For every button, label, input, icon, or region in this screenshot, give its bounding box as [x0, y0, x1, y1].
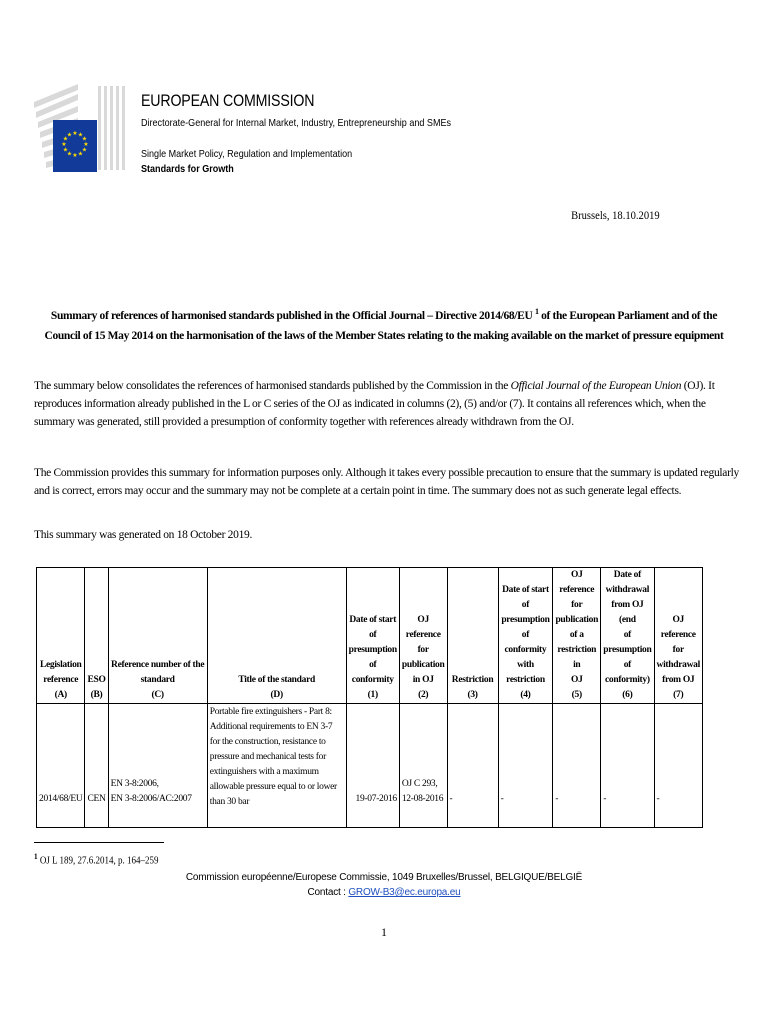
subunit-name: Standards for Growth	[141, 163, 234, 175]
col-reference-number: Reference number of the standard (C)	[108, 568, 207, 704]
contact-label: Contact :	[307, 887, 346, 898]
cell-date-withdrawal: -	[601, 704, 654, 828]
footer-contact	[0, 887, 768, 898]
document-date: Brussels, 18.10.2019	[571, 208, 660, 222]
col-date-start: Date of start of presumption of conformity (1)	[346, 568, 399, 704]
footnote-number: 1	[34, 852, 38, 861]
col-date-restriction: Date of start of presumption of conformity with restriction (4)	[498, 568, 553, 704]
eu-stars-icon	[53, 120, 97, 172]
footer-address: Commission européenne/Europese Commissie, 1049 Bruxelles/Brussel, BELGIQUE/BELGIË	[185, 872, 583, 883]
svg-text:★: ★	[72, 130, 78, 137]
eu-flag	[53, 120, 97, 172]
cell-oj-withdrawal: -	[654, 704, 703, 828]
org-name: EUROPEAN COMMISSION	[141, 92, 315, 110]
svg-text:★: ★	[77, 150, 84, 158]
col-title: Title of the standard (D)	[207, 568, 346, 704]
cell-reference: EN 3-8:2006, EN 3-8:2006/AC:2007	[108, 704, 207, 828]
footnote-divider	[34, 842, 164, 843]
col-legislation: Legislation reference (A)	[37, 568, 85, 704]
svg-text:★: ★	[77, 131, 84, 139]
table-row	[37, 704, 703, 828]
cell-date-start: 19-07-2016	[346, 704, 399, 828]
svg-text:★: ★	[66, 131, 73, 139]
intro-paragraph-2: The Commission provides this summary for information purposes only. Although it takes every possible precaution to ensure that the summary is updated regularly and is correct, errors may occur and the summary may not be complete at a certain point in time. The summary does not as such generate legal effects.	[34, 467, 739, 497]
col-oj-restriction: OJ reference for publication of a restriction in OJ (5)	[553, 568, 601, 704]
col-oj-withdrawal: OJ reference for withdrawal from OJ (7)	[654, 568, 703, 704]
title-part-1: Summary of references of harmonised standards published in the Official Journal – Directive 2014/68/EU	[50, 309, 533, 322]
svg-text:★: ★	[61, 141, 67, 148]
cell-oj-restriction: -	[553, 704, 601, 828]
cell-eso: CEN	[85, 704, 108, 828]
intro-paragraph-3: This summary was generated on 18 October 2019.	[34, 529, 253, 541]
cell-legislation: 2014/68/EU	[37, 704, 85, 828]
svg-text:★: ★	[72, 152, 78, 159]
table-header-row	[37, 568, 703, 704]
svg-text:★: ★	[62, 135, 69, 143]
contact-email-link[interactable]: GROW-B3@ec.europa.eu	[348, 887, 461, 898]
footnote-text: OJ L 189, 27.6.2014, p. 164–259	[39, 855, 159, 867]
intro-p1-start: The summary below consolidates the references of harmonised standards published by the Commission in the	[34, 380, 509, 392]
directorate-general: Directorate-General for Internal Market, Industry, Entrepreneurship and SMEs	[141, 117, 452, 129]
intro-p1-end: (OJ). It reproduces information already published in the L or C series of the OJ as indicated in columns (2), (5) and/or (7). It contains all references which, when the summary was generated, still provided a presumption of conformity together with references already withdrawn from the OJ.	[34, 380, 715, 428]
svg-text:★: ★	[81, 135, 88, 143]
cell-date-restriction: -	[498, 704, 553, 828]
col-date-withdrawal: Date of withdrawal from OJ (end of presumption of conformity) (6)	[601, 568, 654, 704]
journal-name: Official Journal of the European Union	[510, 380, 682, 392]
cell-oj-reference: OJ C 293, 12-08-2016	[399, 704, 447, 828]
title-part-2: of the European Parliament and of the Council of 15 May 2014 on the harmonisation of the laws of the Member States relating to the making available on the market of pressure equipment	[44, 309, 724, 342]
footnote-ref[interactable]: 1	[534, 307, 539, 316]
col-restriction: Restriction (3)	[447, 568, 498, 704]
col-oj-reference: OJ reference for publication in OJ (2)	[399, 568, 447, 704]
document-title	[34, 302, 734, 346]
unit-name: Single Market Policy, Regulation and Implementation	[141, 148, 353, 160]
footnote	[34, 852, 159, 866]
standards-table	[36, 567, 703, 828]
svg-text:★: ★	[66, 150, 73, 158]
svg-text:★: ★	[62, 146, 69, 154]
intro-paragraph-1	[34, 377, 739, 431]
cell-restriction: -	[447, 704, 498, 828]
svg-text:★: ★	[83, 141, 89, 148]
cell-title: Portable fire extinguishers - Part 8: Additional requirements to EN 3-7 for the construction, resistance to pressure and mechanical tests for extinguishers with a maximum allowable pressure equal to or lower than 30 bar	[207, 704, 346, 828]
page-number: 1	[381, 925, 387, 939]
svg-text:★: ★	[81, 146, 88, 154]
col-eso: ESO (B)	[85, 568, 108, 704]
